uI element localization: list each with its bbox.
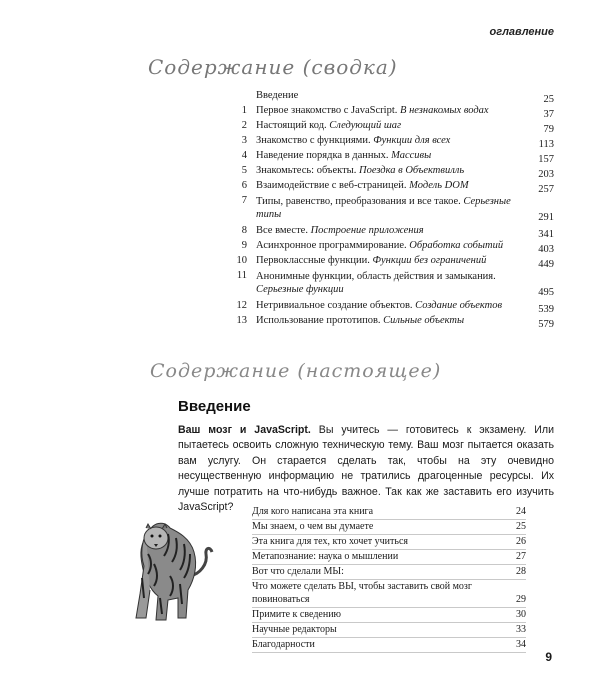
intro-toc-page: 33 [516, 624, 526, 635]
toc-row [232, 150, 554, 165]
toc-row [232, 300, 554, 315]
intro-toc-row [252, 623, 526, 638]
toc-row [232, 180, 554, 195]
toc-number [232, 90, 256, 105]
toc-row [232, 90, 554, 105]
toc-number: 12 [236, 300, 247, 311]
intro-toc-row [252, 535, 526, 550]
intro-toc-title: Вот что сделали МЫ: [252, 566, 344, 577]
intro-toc-page: 34 [516, 639, 526, 650]
toc-title: Все вместе. Построение приложения [256, 225, 424, 236]
toc-number: 13 [236, 315, 247, 326]
toc-row [232, 225, 554, 240]
toc-page: 291 [538, 212, 554, 223]
toc-page: 449 [538, 259, 554, 270]
intro-toc-page: 26 [516, 536, 526, 547]
toc-row [232, 165, 554, 180]
toc-title: Первое знакомство с JavaScript. В незнакомых водах [256, 105, 489, 116]
intro-toc-row [252, 520, 526, 535]
tiger-illustration [128, 514, 218, 624]
toc-title: Асинхронное программирование. Обработка событий [256, 240, 504, 251]
intro-toc-row [252, 638, 526, 653]
intro-toc-row [252, 608, 526, 623]
toc-title: Использование прототипов. Сильные объекты [256, 315, 465, 326]
toc-page: 113 [538, 139, 554, 150]
toc-row [232, 135, 554, 150]
toc-title: Настоящий код. Следующий шаг [256, 120, 402, 131]
toc-row [232, 315, 554, 330]
running-head: оглавление [489, 26, 554, 38]
toc-page: 539 [538, 304, 554, 315]
intro-toc [252, 505, 526, 653]
intro-toc-row [252, 505, 526, 520]
toc-page: 79 [543, 124, 554, 135]
toc-number: 8 [241, 225, 247, 236]
toc-number: 1 [241, 105, 247, 116]
page-number: 9 [545, 650, 552, 664]
intro-toc-page: 29 [516, 594, 526, 605]
toc-title: Наведение порядка в данных. Массивы [256, 150, 432, 161]
toc-row [232, 105, 554, 120]
toc-number: 11 [236, 270, 247, 281]
toc-row [232, 120, 554, 135]
toc-page: 495 [538, 287, 554, 298]
toc-page: 341 [538, 229, 554, 240]
toc-number: 5 [241, 165, 247, 176]
toc-number: 4 [241, 150, 247, 161]
intro-toc-title: Научные редакторы [252, 624, 337, 635]
toc-number: 2 [241, 120, 247, 131]
intro-toc-title: Эта книга для тех, кто хочет учиться [252, 536, 409, 547]
intro-toc-page: 28 [516, 566, 526, 577]
toc-title: Нетривиальное создание объектов. Создание объектов [256, 300, 503, 311]
toc-title: Первоклассные функции. Функции без ограничений [256, 255, 487, 266]
toc-page: 257 [538, 184, 554, 195]
toc-page: 25 [543, 94, 554, 105]
toc-row [232, 255, 554, 270]
toc-row [232, 240, 554, 255]
toc-row [232, 195, 554, 225]
intro-toc-page: 25 [516, 521, 526, 532]
toc-number: 6 [241, 180, 247, 191]
intro-toc-page: 27 [516, 551, 526, 562]
toc-title: Введение [256, 90, 299, 101]
toc-title: Знакомство с функциями. Функции для всех [256, 135, 451, 146]
toc-number: 3 [241, 135, 247, 146]
intro-toc-title: Примите к сведению [252, 609, 342, 620]
toc-number: 9 [241, 240, 247, 251]
summary-toc [232, 90, 554, 330]
intro-block [178, 398, 554, 515]
toc-page: 203 [538, 169, 554, 180]
intro-toc-row [252, 580, 526, 608]
intro-toc-title: Что можете сделать ВЫ, чтобы заставить свой мозг повиноваться [252, 581, 472, 605]
full-section-title: Содержание (настоящее) [150, 360, 442, 382]
toc-title: Взаимодействие с веб-страницей. Модель DOM [256, 180, 469, 191]
intro-text: Вы учитесь — готовитесь к экзамену. Или пытаетесь освоить сложную техническую тему. Ваш мозг пытается оказать вам услугу. Он старается сделать так, чтобы на эту очевидно несущественную информацию не тратились драгоценные ресурсы. Их лучше потратить на что-нибудь важное. Так как же заставить его изучить JavaScript? [178, 424, 554, 514]
toc-row [232, 270, 554, 300]
intro-toc-title: Метапознание: наука о мышлении [252, 551, 399, 562]
intro-toc-page: 30 [516, 609, 526, 620]
intro-toc-row [252, 550, 526, 565]
toc-number: 7 [241, 195, 247, 206]
intro-heading: Введение [178, 398, 251, 415]
toc-title: Анонимные функции, область действия и замыкания. Серьезные функции [256, 271, 496, 295]
intro-lead: Ваш мозг и JavaScript. [178, 424, 311, 436]
toc-title: Знакомьтесь: объекты. Поездка в Объектвилль [256, 165, 465, 176]
intro-toc-page: 24 [516, 506, 526, 517]
toc-page: 157 [538, 154, 554, 165]
summary-section-title: Содержание (сводка) [148, 55, 398, 79]
intro-toc-title: Мы знаем, о чем вы думаете [252, 521, 374, 532]
toc-title: Типы, равенство, преобразования и все такое. Серьезные типы [256, 196, 511, 220]
toc-page: 579 [538, 319, 554, 330]
toc-number: 10 [236, 255, 247, 266]
toc-page: 37 [543, 109, 554, 120]
intro-paragraph [178, 423, 554, 515]
toc-page: 403 [538, 244, 554, 255]
intro-toc-row [252, 565, 526, 580]
intro-toc-title: Для кого написана эта книга [252, 506, 374, 517]
intro-toc-title: Благодарности [252, 639, 315, 650]
